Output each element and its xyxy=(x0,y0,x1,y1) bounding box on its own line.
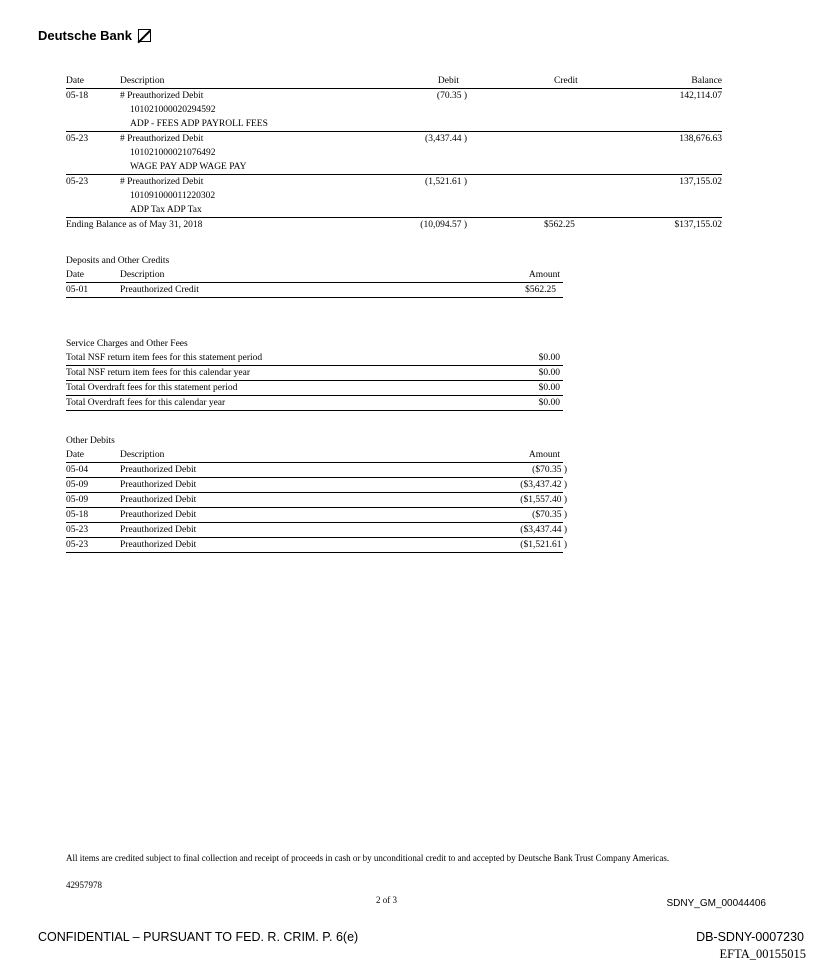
fee-label: Total NSF return item fees for this calendar year xyxy=(66,368,250,378)
row-description: Preauthorized Debit xyxy=(120,510,197,520)
table-row xyxy=(66,283,563,298)
row-description: Preauthorized Debit xyxy=(120,540,197,550)
account-number: 42957978 xyxy=(66,880,102,890)
row-detail xyxy=(66,103,722,117)
row-balance: 138,676.63 xyxy=(679,134,722,144)
db-sdny-bates-number: DB-SDNY-0007230 xyxy=(696,930,804,944)
other-debits-section xyxy=(66,434,567,553)
header-date: Date xyxy=(66,270,84,280)
row-date: 05-09 xyxy=(66,480,89,490)
row-detail xyxy=(66,203,722,218)
fee-amount: $0.00 xyxy=(538,368,560,378)
deutsche-bank-slash-icon xyxy=(138,29,151,42)
confidential-notice: CONFIDENTIAL – PURSUANT TO FED. R. CRIM. P. 6(e) xyxy=(38,930,359,944)
row-balance: 137,155.02 xyxy=(679,177,722,187)
row-date: 05-23 xyxy=(66,525,89,535)
fee-row xyxy=(66,381,563,396)
row-detail xyxy=(66,117,722,132)
ending-debit: (10,094.57 ) xyxy=(420,220,467,230)
row-reference: 101091000011220302 xyxy=(130,191,216,201)
row-amount: ($3,437.42 ) xyxy=(520,480,567,490)
fee-label: Total Overdraft fees for this statement period xyxy=(66,383,238,393)
header-date: Date xyxy=(66,450,84,460)
row-detail xyxy=(66,146,722,160)
row-description: Preauthorized Credit xyxy=(120,285,199,295)
ending-balance: $137,155.02 xyxy=(674,220,722,230)
fee-row xyxy=(66,351,563,366)
row-date: 05-23 xyxy=(66,540,89,550)
other-debits-header xyxy=(66,448,563,463)
table-row xyxy=(66,463,567,478)
row-reference: 101021000020294592 xyxy=(130,105,216,115)
row-date: 05-04 xyxy=(66,465,89,475)
fees-section xyxy=(66,337,563,411)
row-memo: WAGE PAY ADP WAGE PAY xyxy=(130,162,247,172)
page-number: 2 of 3 xyxy=(376,895,397,905)
sdny-bates-number: SDNY_GM_00044406 xyxy=(666,898,766,909)
header-debit: Debit xyxy=(437,76,459,86)
table-row xyxy=(66,89,722,103)
fee-row xyxy=(66,366,563,381)
fee-label: Total NSF return item fees for this statement period xyxy=(66,353,263,363)
ending-balance-label: Ending Balance as of May 31, 2018 xyxy=(66,220,203,230)
row-amount: ($1,557.40 ) xyxy=(520,495,567,505)
collection-disclaimer: All items are credited subject to final collection and receipt of proceeds in cash or by unconditional credit to and accepted by Deutsche Bank Trust Company Americas. xyxy=(66,853,670,863)
table-row xyxy=(66,132,722,146)
row-date: 05-18 xyxy=(66,91,89,101)
row-detail xyxy=(66,189,722,203)
header-amount: Amount xyxy=(528,270,560,280)
row-amount: ($70.35 ) xyxy=(532,465,567,475)
row-description: Preauthorized Debit xyxy=(120,480,197,490)
fee-amount: $0.00 xyxy=(538,353,560,363)
row-detail xyxy=(66,160,722,175)
row-amount: $562.25 xyxy=(525,285,556,295)
row-memo: ADP - FEES ADP PAYROLL FEES xyxy=(130,119,268,129)
table-row xyxy=(66,508,567,523)
row-description: # Preauthorized Debit xyxy=(120,177,204,187)
row-debit: (1,521.61 ) xyxy=(425,177,467,187)
bank-logo xyxy=(38,28,151,43)
table-row xyxy=(66,538,567,553)
row-debit: (3,437.44 ) xyxy=(425,134,467,144)
row-description: # Preauthorized Debit xyxy=(120,91,204,101)
section-title: Other Debits xyxy=(66,436,115,446)
table-row xyxy=(66,175,722,189)
bank-name: Deutsche Bank xyxy=(38,28,132,43)
row-amount: ($3,437.44 ) xyxy=(520,525,567,535)
row-date: 05-23 xyxy=(66,134,89,144)
row-debit: (70.35 ) xyxy=(436,91,467,101)
header-credit: Credit xyxy=(554,76,578,86)
section-title: Service Charges and Other Fees xyxy=(66,339,188,349)
fee-amount: $0.00 xyxy=(538,383,560,393)
header-description: Description xyxy=(120,450,165,460)
transaction-table xyxy=(66,74,722,232)
row-date: 05-09 xyxy=(66,495,89,505)
row-date: 05-01 xyxy=(66,285,89,295)
fee-label: Total Overdraft fees for this calendar year xyxy=(66,398,226,408)
ending-balance-row xyxy=(66,218,722,232)
header-amount: Amount xyxy=(528,450,560,460)
ending-credit: $562.25 xyxy=(544,220,575,230)
header-description: Description xyxy=(120,76,165,86)
row-balance: 142,114.07 xyxy=(679,91,722,101)
header-balance: Balance xyxy=(691,76,722,86)
deposits-header xyxy=(66,268,563,283)
row-description: Preauthorized Debit xyxy=(120,525,197,535)
row-amount: ($70.35 ) xyxy=(532,510,567,520)
row-description: # Preauthorized Debit xyxy=(120,134,204,144)
efta-number: EFTA_00155015 xyxy=(719,947,806,961)
section-title: Deposits and Other Credits xyxy=(66,256,170,266)
row-description: Preauthorized Debit xyxy=(120,465,197,475)
table-header xyxy=(66,74,722,89)
row-date: 05-23 xyxy=(66,177,89,187)
row-reference: 101021000021076492 xyxy=(130,148,216,158)
fee-amount: $0.00 xyxy=(538,398,560,408)
row-amount: ($1,521.61 ) xyxy=(520,540,567,550)
row-memo: ADP Tax ADP Tax xyxy=(130,205,202,215)
fee-row xyxy=(66,396,563,411)
table-row xyxy=(66,493,567,508)
table-row xyxy=(66,523,567,538)
row-date: 05-18 xyxy=(66,510,89,520)
row-description: Preauthorized Debit xyxy=(120,495,197,505)
header-description: Description xyxy=(120,270,165,280)
deposits-section xyxy=(66,254,563,298)
table-row xyxy=(66,478,567,493)
header-date: Date xyxy=(66,76,84,86)
